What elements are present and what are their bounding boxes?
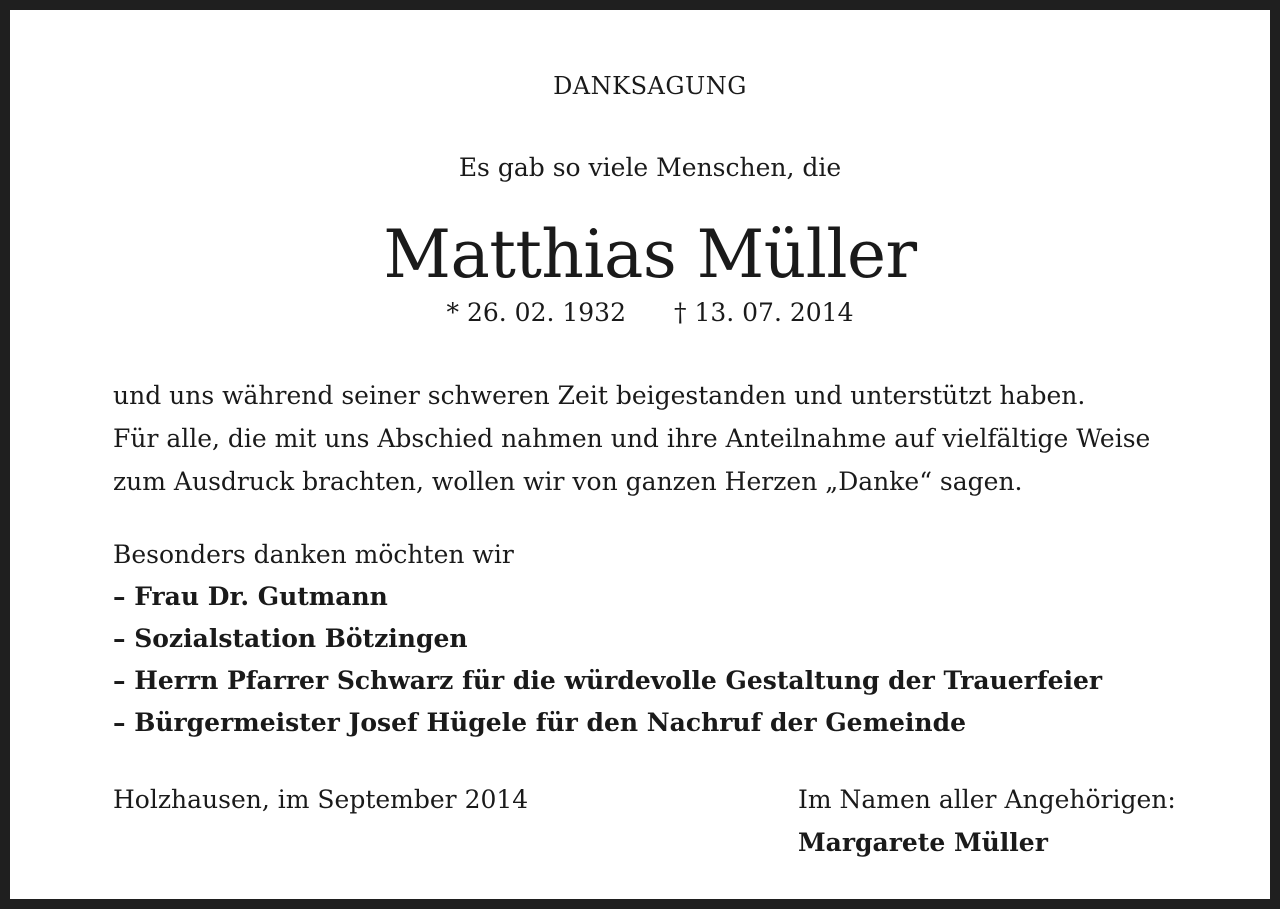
- birth-date: * 26. 02. 1932: [446, 298, 626, 327]
- thanks-list-item: – Frau Dr. Gutmann: [113, 582, 388, 611]
- death-date: † 13. 07. 2014: [674, 298, 854, 327]
- thanks-paragraph: [113, 374, 1213, 503]
- special-thanks: [113, 534, 1213, 744]
- notice-heading: DANKSAGUNG: [553, 72, 747, 100]
- paragraph-line: und uns während seiner schweren Zeit beigestanden und unterstützt haben.: [113, 381, 1086, 410]
- signature-intro: Im Namen aller Angehörigen:: [798, 785, 1176, 814]
- life-dates: [10, 298, 1280, 327]
- deceased-name: Matthias Müller: [383, 216, 917, 293]
- thanks-list-item: – Sozialstation Bötzingen: [113, 624, 468, 653]
- signature-block: [798, 778, 1176, 864]
- thanks-list-item: – Herrn Pfarrer Schwarz für die würdevolle Gestaltung der Trauerfeier: [113, 666, 1103, 695]
- thanks-list-item: – Bürgermeister Josef Hügele für den Nachruf der Gemeinde: [113, 708, 966, 737]
- special-thanks-intro: Besonders danken möchten wir: [113, 540, 514, 569]
- signer-name: Margarete Müller: [798, 828, 1048, 857]
- place-and-date: Holzhausen, im September 2014: [113, 785, 529, 814]
- paragraph-line: zum Ausdruck brachten, wollen wir von ganzen Herzen „Danke“ sagen.: [113, 467, 1023, 496]
- paragraph-line: Für alle, die mit uns Abschied nahmen und ihre Anteilnahme auf vielfältige Weise: [113, 424, 1151, 453]
- intro-text: Es gab so viele Menschen, die: [458, 153, 842, 182]
